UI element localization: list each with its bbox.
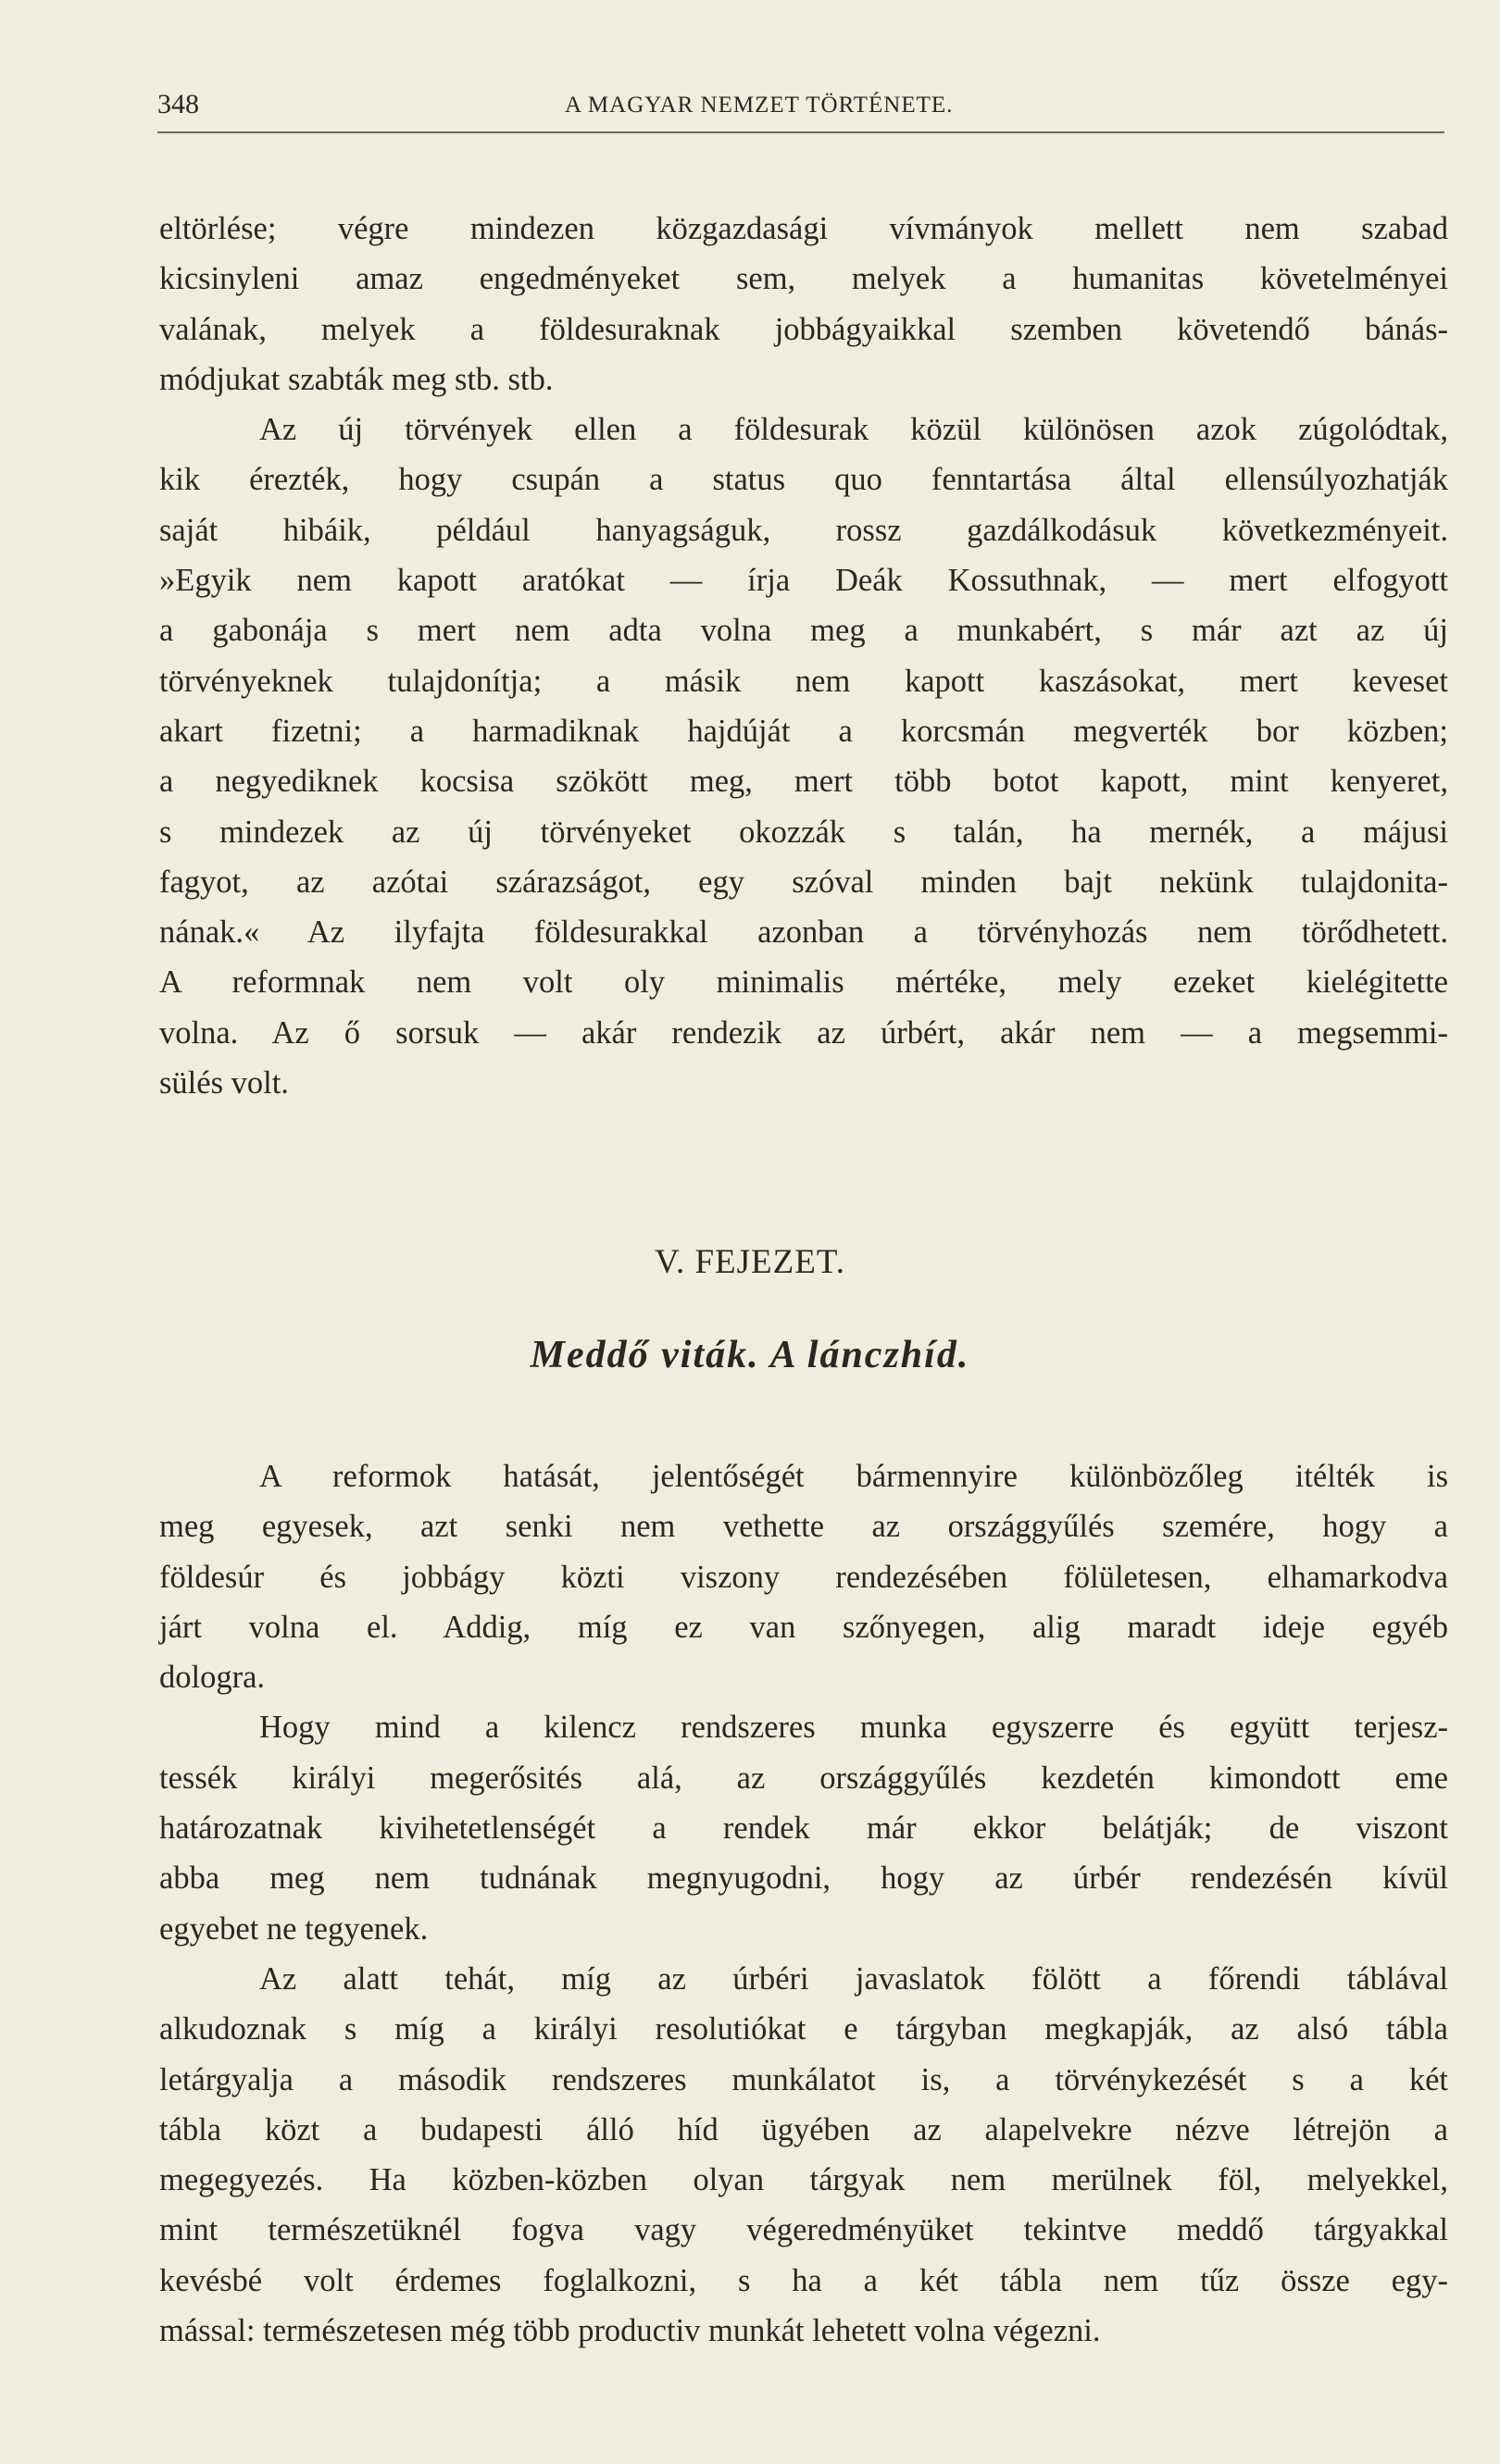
text-line: valának, melyek a földesuraknak jobbágyaikkal szemben követendő bánás- [159, 311, 1448, 347]
running-title: A MAGYAR NEMZET TÖRTÉNETE. [565, 93, 954, 118]
text-line: kik érezték, hogy csupán a status quo fenntartása által ellensúlyozhatják [159, 462, 1448, 498]
text-line: akart fizetni; a harmadiknak hajdúját a korcsmán megverték bor közben; [159, 713, 1448, 749]
text-line: Az új törvények ellen a földesurak közül különösen azok zúgolódtak, [259, 412, 1448, 448]
text-line: kicsinyleni amaz engedményeket sem, melyek a humanitas követelményei [159, 261, 1448, 297]
text-line: eltörlése; végre mindezen közgazdasági vívmányok mellett nem szabad [159, 211, 1448, 246]
text-line: dologra. [159, 1660, 266, 1696]
text-line: A reformnak nem volt oly minimalis mértéke, mely ezeket kielégitette [159, 964, 1448, 1001]
text-line: kevésbé volt érdemes foglalkozni, s ha a két tábla nem tűz össze egy- [159, 2262, 1448, 2298]
text-line: egyebet ne tegyenek. [159, 1910, 429, 1947]
text-line: Az alatt tehát, míg az úrbéri javaslatok fölött a főrendi táblával [259, 1960, 1448, 1997]
text-line: törvényeknek tulajdonítja; a másik nem kapott kaszásokat, mert keveset [159, 663, 1448, 699]
text-line: letárgyalja a második rendszeres munkálatot is, a törvénykezését s a két [159, 2061, 1448, 2097]
chapter-title: Meddő viták. A lánczhíd. [530, 1334, 970, 1376]
text-line: földesúr és jobbágy közti viszony rendezésében fölületesen, elhamarkodva [159, 1559, 1448, 1595]
text-line: tábla közt a budapesti álló híd ügyében az alapelvekre nézve létrejön a [159, 2111, 1448, 2147]
chapter-number: V. FEJEZET. [655, 1243, 845, 1281]
text-line: abba meg nem tudnának megnyugodni, hogy az úrbér rendezésén kívül [159, 1860, 1448, 1897]
text-line: sülés volt. [159, 1065, 289, 1101]
text-line: saját hibáik, például hanyagságuk, rossz gazdálkodásuk következményeit. [159, 512, 1448, 548]
text-line: mint természetüknél fogva vagy végeredményüket tekintve meddő tárgyakkal [159, 2212, 1448, 2248]
text-block-bottom [159, 1451, 1448, 2356]
text-line: tessék királyi megerősités alá, az országgyűlés kezdetén kimondott eme [159, 1760, 1448, 1796]
text-line: A reformok hatását, jelentőségét bármennyire különbözőleg itélték is [259, 1459, 1448, 1494]
page-number: 348 [157, 89, 199, 119]
text-line: a gabonája s mert nem adta volna meg a munkabért, s már azt az új [159, 613, 1448, 649]
page-header [157, 89, 1444, 133]
text-line: fagyot, az azótai szárazságot, egy szóval minden bajt nekünk tulajdonita- [159, 864, 1448, 900]
text-line: mással: természetesen még több productiv munkát lehetett volna végezni. [159, 2313, 1101, 2349]
text-line: megegyezés. Ha közben-közben olyan tárgyak nem merülnek föl, melyekkel, [159, 2162, 1448, 2198]
text-line: nának.« Az ilyfajta földesurakkal azonban a törvényhozás nem törődhetett. [159, 915, 1448, 951]
text-line: »Egyik nem kapott aratókat — írja Deák Kossuthnak, — mert elfogyott [159, 563, 1448, 599]
text-line: volna. Az ő sorsuk — akár rendezik az úrbért, akár nem — a megsemmi- [159, 1014, 1448, 1051]
text-line: Hogy mind a kilencz rendszeres munka egyszerre és együtt terjesz- [259, 1710, 1448, 1746]
text-line: járt volna el. Addig, míg ez van szőnyegen, alig maradt ideje egyéb [159, 1609, 1448, 1645]
text-line: alkudoznak s míg a királyi resolutiókat e tárgyban megkapják, az alsó tábla [159, 2011, 1448, 2047]
text-block-top [159, 204, 1448, 1108]
text-line: módjukat szabták meg stb. stb. [159, 361, 554, 397]
text-line: meg egyesek, azt senki nem vethette az országgyűlés szemére, hogy a [159, 1509, 1448, 1545]
text-line: a negyediknek kocsisa szökött meg, mert több botot kapott, mint kenyeret, [159, 764, 1448, 800]
text-line: s mindezek az új törvényeket okozzák s talán, ha mernék, a májusi [159, 814, 1448, 850]
text-line: határozatnak kivihetetlenségét a rendek már ekkor belátják; de viszont [159, 1811, 1448, 1847]
